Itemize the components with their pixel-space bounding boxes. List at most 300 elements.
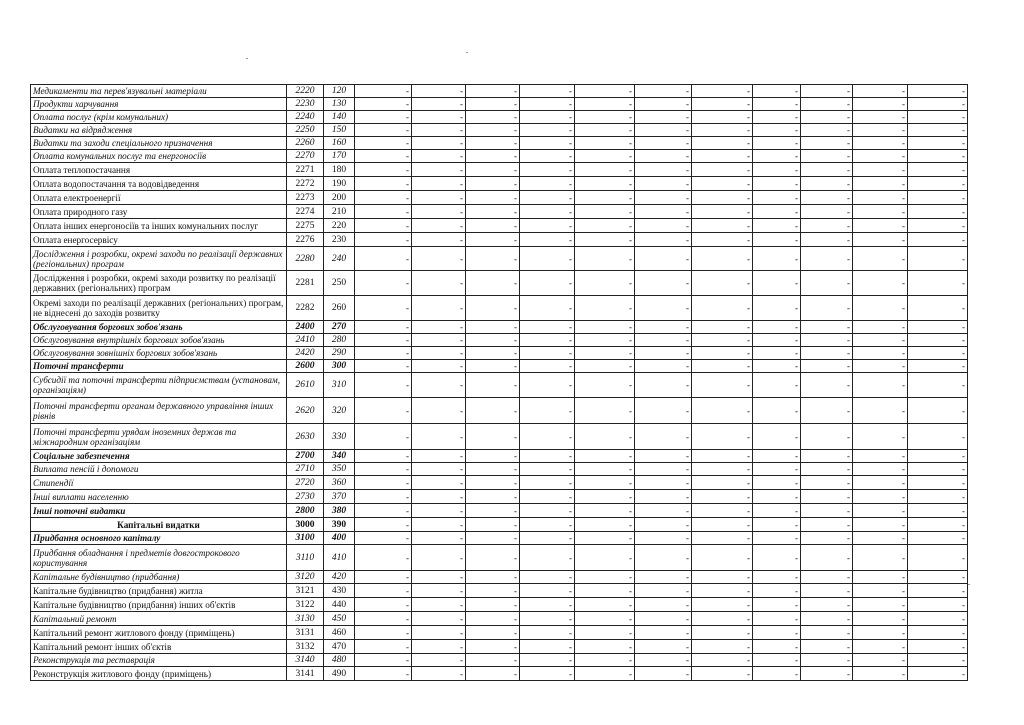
table-row: [31, 205, 968, 219]
empty-value-cell: -: [520, 667, 575, 681]
empty-value-cell: -: [520, 584, 575, 598]
empty-value-cell: -: [575, 598, 635, 612]
row-kekv-code: 3100: [287, 532, 324, 545]
empty-value-cell: -: [692, 612, 753, 626]
empty-value-cell: -: [753, 205, 801, 219]
empty-value-cell: -: [635, 667, 692, 681]
row-item-name: Придбання основного капіталу: [31, 532, 287, 545]
empty-value-cell: -: [412, 424, 466, 450]
empty-value-cell: -: [753, 85, 801, 98]
empty-value-cell: -: [801, 518, 853, 532]
row-line-code: 440: [324, 598, 355, 612]
empty-value-cell: -: [412, 98, 466, 111]
row-kekv-code: 3122: [287, 598, 324, 612]
empty-value-cell: -: [355, 654, 412, 667]
table-row: [31, 545, 968, 571]
empty-value-cell: -: [355, 98, 412, 111]
empty-value-cell: -: [520, 490, 575, 504]
empty-value-cell: -: [801, 373, 853, 398]
empty-value-cell: -: [753, 191, 801, 205]
empty-value-cell: -: [853, 532, 908, 545]
row-kekv-code: 2800: [287, 504, 324, 518]
row-item-name: Оплата комунальних послуг та енергоносіїв: [31, 150, 287, 163]
empty-value-cell: -: [692, 98, 753, 111]
empty-value-cell: -: [520, 163, 575, 177]
empty-value-cell: -: [466, 424, 520, 450]
empty-value-cell: -: [412, 476, 466, 490]
empty-value-cell: -: [853, 360, 908, 373]
row-item-name: Реконструкція та реставрація: [31, 654, 287, 667]
empty-value-cell: -: [692, 424, 753, 450]
row-kekv-code: 2620: [287, 398, 324, 424]
row-line-code: 360: [324, 476, 355, 490]
empty-value-cell: -: [635, 321, 692, 334]
empty-value-cell: -: [355, 667, 412, 681]
empty-value-cell: -: [520, 571, 575, 584]
empty-value-cell: -: [801, 321, 853, 334]
empty-value-cell: -: [412, 111, 466, 124]
table-row: [31, 191, 968, 205]
empty-value-cell: -: [853, 271, 908, 296]
row-line-code: 170: [324, 150, 355, 163]
empty-value-cell: -: [692, 111, 753, 124]
table-row: [31, 598, 968, 612]
empty-value-cell: -: [466, 296, 520, 321]
empty-value-cell: -: [753, 373, 801, 398]
empty-value-cell: -: [908, 321, 968, 334]
empty-value-cell: -: [908, 504, 968, 518]
empty-value-cell: -: [466, 518, 520, 532]
empty-value-cell: -: [692, 373, 753, 398]
empty-value-cell: -: [908, 271, 968, 296]
row-line-code: 410: [324, 545, 355, 571]
table-row: [31, 271, 968, 296]
empty-value-cell: -: [355, 321, 412, 334]
row-kekv-code: 3130: [287, 612, 324, 626]
table-row: [31, 360, 968, 373]
empty-value-cell: -: [753, 233, 801, 247]
empty-value-cell: -: [355, 137, 412, 150]
table-row: [31, 150, 968, 163]
empty-value-cell: -: [355, 612, 412, 626]
empty-value-cell: -: [520, 504, 575, 518]
row-kekv-code: 2272: [287, 177, 324, 191]
row-item-name: Видатки та заходи спеціального призначення: [31, 137, 287, 150]
empty-value-cell: -: [753, 137, 801, 150]
empty-value-cell: -: [692, 490, 753, 504]
empty-value-cell: -: [853, 219, 908, 233]
row-item-name: Оплата теплопостачання: [31, 163, 287, 177]
empty-value-cell: -: [575, 654, 635, 667]
empty-value-cell: -: [692, 518, 753, 532]
empty-value-cell: -: [466, 373, 520, 398]
empty-value-cell: -: [412, 271, 466, 296]
empty-value-cell: -: [635, 177, 692, 191]
empty-value-cell: -: [520, 296, 575, 321]
empty-value-cell: -: [801, 640, 853, 654]
empty-value-cell: -: [520, 334, 575, 347]
row-kekv-code: 2630: [287, 424, 324, 450]
empty-value-cell: -: [853, 640, 908, 654]
empty-value-cell: -: [575, 271, 635, 296]
row-item-name: Поточні трансферти: [31, 360, 287, 373]
empty-value-cell: -: [908, 247, 968, 271]
empty-value-cell: -: [575, 191, 635, 205]
empty-value-cell: -: [355, 545, 412, 571]
empty-value-cell: -: [692, 247, 753, 271]
empty-value-cell: -: [635, 490, 692, 504]
empty-value-cell: -: [853, 504, 908, 518]
row-line-code: 490: [324, 667, 355, 681]
row-line-code: 150: [324, 124, 355, 137]
row-item-name: Інші поточні видатки: [31, 504, 287, 518]
row-line-code: 300: [324, 360, 355, 373]
empty-value-cell: -: [466, 177, 520, 191]
empty-value-cell: -: [908, 571, 968, 584]
table-row: [31, 490, 968, 504]
empty-value-cell: -: [908, 233, 968, 247]
row-line-code: 470: [324, 640, 355, 654]
empty-value-cell: -: [355, 124, 412, 137]
empty-value-cell: -: [692, 219, 753, 233]
empty-value-cell: -: [801, 667, 853, 681]
table-row: [31, 654, 968, 667]
empty-value-cell: -: [908, 476, 968, 490]
empty-value-cell: -: [355, 247, 412, 271]
empty-value-cell: -: [635, 584, 692, 598]
empty-value-cell: -: [692, 191, 753, 205]
empty-value-cell: -: [908, 463, 968, 476]
row-kekv-code: 2270: [287, 150, 324, 163]
table-row: [31, 98, 968, 111]
empty-value-cell: -: [520, 85, 575, 98]
empty-value-cell: -: [412, 334, 466, 347]
table-row: [31, 124, 968, 137]
empty-value-cell: -: [692, 321, 753, 334]
row-line-code: 220: [324, 219, 355, 233]
table-row: [31, 424, 968, 450]
empty-value-cell: -: [753, 667, 801, 681]
empty-value-cell: -: [801, 504, 853, 518]
empty-value-cell: -: [692, 398, 753, 424]
empty-value-cell: -: [692, 545, 753, 571]
empty-value-cell: -: [466, 463, 520, 476]
empty-value-cell: -: [853, 85, 908, 98]
row-item-name: Капітальне будівництво (придбання): [31, 571, 287, 584]
row-line-code: 180: [324, 163, 355, 177]
empty-value-cell: -: [412, 545, 466, 571]
row-kekv-code: 2271: [287, 163, 324, 177]
empty-value-cell: -: [801, 490, 853, 504]
empty-value-cell: -: [520, 219, 575, 233]
empty-value-cell: -: [801, 163, 853, 177]
row-item-name: Продукти харчування: [31, 98, 287, 111]
row-kekv-code: 2230: [287, 98, 324, 111]
empty-value-cell: -: [635, 124, 692, 137]
empty-value-cell: -: [635, 373, 692, 398]
row-line-code: 160: [324, 137, 355, 150]
empty-value-cell: -: [801, 360, 853, 373]
empty-value-cell: -: [466, 584, 520, 598]
row-kekv-code: 2720: [287, 476, 324, 490]
empty-value-cell: -: [801, 571, 853, 584]
table-row: [31, 233, 968, 247]
row-kekv-code: 2700: [287, 450, 324, 463]
empty-value-cell: -: [412, 398, 466, 424]
empty-value-cell: -: [520, 205, 575, 219]
row-item-name: Капітальне будівництво (придбання) житла: [31, 584, 287, 598]
empty-value-cell: -: [692, 233, 753, 247]
empty-value-cell: -: [908, 450, 968, 463]
empty-value-cell: -: [412, 450, 466, 463]
empty-value-cell: -: [412, 504, 466, 518]
empty-value-cell: -: [801, 219, 853, 233]
table-row: [31, 296, 968, 321]
empty-value-cell: -: [466, 271, 520, 296]
empty-value-cell: -: [635, 398, 692, 424]
empty-value-cell: -: [692, 584, 753, 598]
empty-value-cell: -: [853, 450, 908, 463]
row-kekv-code: 3110: [287, 545, 324, 571]
empty-value-cell: -: [466, 654, 520, 667]
empty-value-cell: -: [520, 545, 575, 571]
row-line-code: 280: [324, 334, 355, 347]
empty-value-cell: -: [520, 247, 575, 271]
empty-value-cell: -: [853, 124, 908, 137]
empty-value-cell: -: [635, 191, 692, 205]
row-item-name: Оплата послуг (крім комунальних): [31, 111, 287, 124]
empty-value-cell: -: [520, 321, 575, 334]
empty-value-cell: -: [575, 504, 635, 518]
empty-value-cell: -: [801, 532, 853, 545]
empty-value-cell: -: [753, 518, 801, 532]
empty-value-cell: -: [853, 111, 908, 124]
row-kekv-code: 3000: [287, 518, 324, 532]
empty-value-cell: -: [853, 205, 908, 219]
empty-value-cell: -: [575, 518, 635, 532]
empty-value-cell: -: [635, 271, 692, 296]
row-line-code: 380: [324, 504, 355, 518]
empty-value-cell: -: [355, 373, 412, 398]
row-kekv-code: 3121: [287, 584, 324, 598]
empty-value-cell: -: [520, 373, 575, 398]
empty-value-cell: -: [853, 177, 908, 191]
empty-value-cell: -: [412, 667, 466, 681]
empty-value-cell: -: [753, 490, 801, 504]
empty-value-cell: -: [466, 247, 520, 271]
row-kekv-code: 2281: [287, 271, 324, 296]
empty-value-cell: -: [692, 271, 753, 296]
row-item-name: Субсидії та поточні трансферти підприємствам (установам, організаціям): [31, 373, 287, 398]
empty-value-cell: -: [692, 205, 753, 219]
empty-value-cell: -: [355, 360, 412, 373]
row-item-name: Капітальний ремонт інших об'єктів: [31, 640, 287, 654]
empty-value-cell: -: [753, 219, 801, 233]
row-kekv-code: 3140: [287, 654, 324, 667]
empty-value-cell: -: [575, 85, 635, 98]
row-item-name: Обслуговування зовнішніх боргових зобов'язань: [31, 347, 287, 360]
empty-value-cell: -: [801, 111, 853, 124]
empty-value-cell: -: [466, 124, 520, 137]
empty-value-cell: -: [520, 360, 575, 373]
row-line-code: 340: [324, 450, 355, 463]
row-line-code: 240: [324, 247, 355, 271]
row-line-code: 260: [324, 296, 355, 321]
empty-value-cell: -: [520, 598, 575, 612]
empty-value-cell: -: [692, 150, 753, 163]
empty-value-cell: -: [801, 334, 853, 347]
empty-value-cell: -: [355, 191, 412, 205]
empty-value-cell: -: [635, 205, 692, 219]
row-line-code: 120: [324, 85, 355, 98]
row-kekv-code: 2730: [287, 490, 324, 504]
empty-value-cell: -: [412, 321, 466, 334]
empty-value-cell: -: [575, 545, 635, 571]
empty-value-cell: -: [753, 271, 801, 296]
empty-value-cell: -: [853, 545, 908, 571]
table-row: [31, 321, 968, 334]
empty-value-cell: -: [412, 360, 466, 373]
row-kekv-code: 2240: [287, 111, 324, 124]
empty-value-cell: -: [355, 490, 412, 504]
empty-value-cell: -: [355, 177, 412, 191]
empty-value-cell: -: [692, 360, 753, 373]
empty-value-cell: -: [575, 163, 635, 177]
table-row: [31, 504, 968, 518]
empty-value-cell: -: [412, 163, 466, 177]
empty-value-cell: -: [801, 124, 853, 137]
empty-value-cell: -: [355, 504, 412, 518]
empty-value-cell: -: [575, 584, 635, 598]
empty-value-cell: -: [575, 347, 635, 360]
empty-value-cell: -: [575, 247, 635, 271]
empty-value-cell: -: [520, 177, 575, 191]
empty-value-cell: -: [753, 347, 801, 360]
table-row: [31, 450, 968, 463]
empty-value-cell: -: [908, 598, 968, 612]
empty-value-cell: -: [853, 296, 908, 321]
empty-value-cell: -: [801, 398, 853, 424]
empty-value-cell: -: [908, 360, 968, 373]
row-line-code: 480: [324, 654, 355, 667]
empty-value-cell: -: [692, 347, 753, 360]
empty-value-cell: -: [466, 640, 520, 654]
empty-value-cell: -: [801, 626, 853, 640]
empty-value-cell: -: [575, 205, 635, 219]
empty-value-cell: -: [635, 360, 692, 373]
empty-value-cell: -: [801, 476, 853, 490]
empty-value-cell: -: [412, 373, 466, 398]
empty-value-cell: -: [355, 219, 412, 233]
empty-value-cell: -: [753, 334, 801, 347]
empty-value-cell: -: [575, 177, 635, 191]
empty-value-cell: -: [635, 334, 692, 347]
empty-value-cell: -: [575, 373, 635, 398]
empty-value-cell: -: [520, 518, 575, 532]
row-item-name: Обслуговування боргових зобов'язань: [31, 321, 287, 334]
table-row: [31, 584, 968, 598]
row-line-code: 310: [324, 373, 355, 398]
empty-value-cell: -: [412, 219, 466, 233]
empty-value-cell: -: [853, 598, 908, 612]
empty-value-cell: -: [853, 612, 908, 626]
row-kekv-code: 3132: [287, 640, 324, 654]
empty-value-cell: -: [801, 137, 853, 150]
table-row: [31, 640, 968, 654]
empty-value-cell: -: [412, 233, 466, 247]
empty-value-cell: -: [853, 626, 908, 640]
table-row: [31, 398, 968, 424]
row-item-name: Окремі заходи по реалізації державних (регіональних) програм, не віднесені до заходів розвитку: [31, 296, 287, 321]
empty-value-cell: -: [801, 424, 853, 450]
empty-value-cell: -: [692, 571, 753, 584]
empty-value-cell: -: [908, 150, 968, 163]
empty-value-cell: -: [575, 424, 635, 450]
empty-value-cell: -: [801, 545, 853, 571]
row-line-code: 140: [324, 111, 355, 124]
empty-value-cell: -: [908, 398, 968, 424]
empty-value-cell: -: [466, 532, 520, 545]
empty-value-cell: -: [908, 654, 968, 667]
empty-value-cell: -: [520, 640, 575, 654]
empty-value-cell: -: [692, 667, 753, 681]
empty-value-cell: -: [801, 191, 853, 205]
empty-value-cell: -: [753, 598, 801, 612]
empty-value-cell: -: [412, 640, 466, 654]
empty-value-cell: -: [466, 219, 520, 233]
empty-value-cell: -: [520, 150, 575, 163]
empty-value-cell: -: [575, 476, 635, 490]
row-item-name: Капітальний ремонт: [31, 612, 287, 626]
table-row: [31, 347, 968, 360]
row-item-name: Соціальне забезпечення: [31, 450, 287, 463]
empty-value-cell: -: [908, 163, 968, 177]
row-line-code: 450: [324, 612, 355, 626]
empty-value-cell: -: [908, 584, 968, 598]
empty-value-cell: -: [692, 163, 753, 177]
empty-value-cell: -: [355, 518, 412, 532]
empty-value-cell: -: [635, 163, 692, 177]
empty-value-cell: -: [853, 424, 908, 450]
empty-value-cell: -: [692, 177, 753, 191]
empty-value-cell: -: [635, 545, 692, 571]
empty-value-cell: -: [853, 654, 908, 667]
table-row: [31, 612, 968, 626]
empty-value-cell: -: [520, 271, 575, 296]
empty-value-cell: -: [692, 626, 753, 640]
empty-value-cell: -: [355, 463, 412, 476]
row-kekv-code: 3141: [287, 667, 324, 681]
empty-value-cell: -: [908, 347, 968, 360]
empty-value-cell: -: [635, 85, 692, 98]
row-item-name: Капітальне будівництво (придбання) інших об'єктів: [31, 598, 287, 612]
empty-value-cell: -: [753, 626, 801, 640]
empty-value-cell: -: [753, 532, 801, 545]
empty-value-cell: -: [692, 654, 753, 667]
empty-value-cell: -: [853, 321, 908, 334]
empty-value-cell: -: [635, 504, 692, 518]
empty-value-cell: -: [635, 450, 692, 463]
empty-value-cell: -: [520, 98, 575, 111]
empty-value-cell: -: [575, 150, 635, 163]
empty-value-cell: -: [692, 476, 753, 490]
empty-value-cell: -: [575, 111, 635, 124]
row-line-code: 290: [324, 347, 355, 360]
empty-value-cell: -: [355, 398, 412, 424]
empty-value-cell: -: [412, 612, 466, 626]
empty-value-cell: -: [355, 532, 412, 545]
empty-value-cell: -: [466, 571, 520, 584]
